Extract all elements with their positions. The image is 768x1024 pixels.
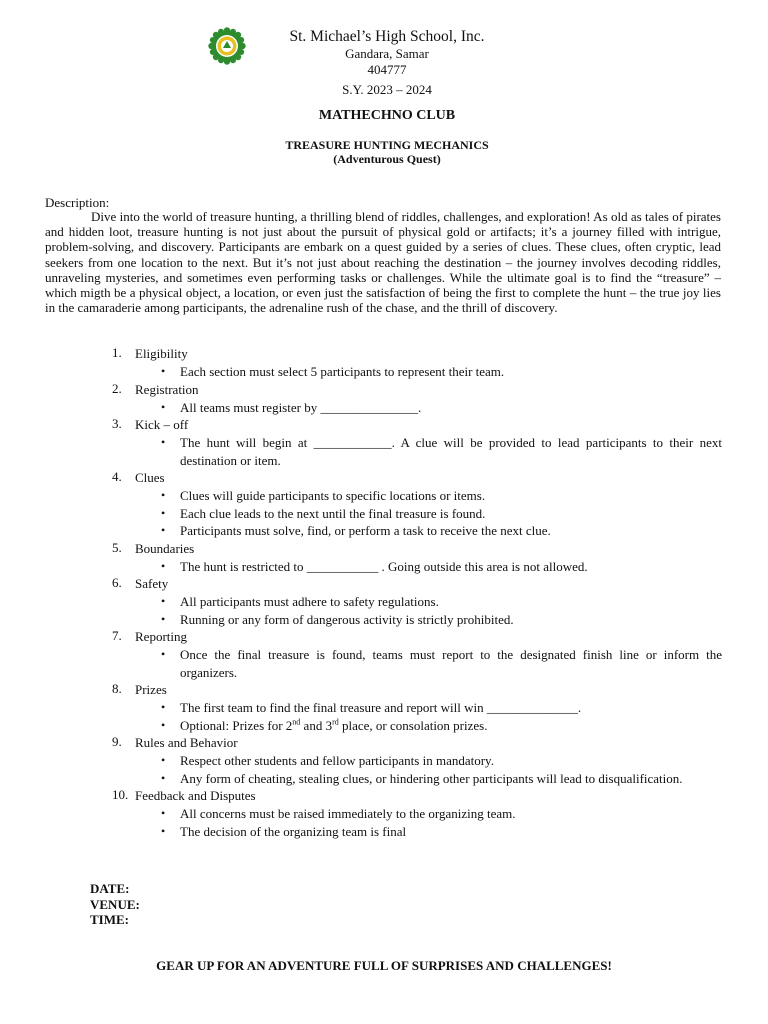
mechanic-number: 10.: [112, 787, 129, 802]
document-subtitle: (Adventurous Quest): [333, 152, 441, 166]
mechanic-bullet: • The decision of the organizing team is final: [180, 823, 722, 841]
mechanic-bullet: • All concerns must be raised immediately to the organizing team.: [180, 805, 722, 823]
mechanic-title: Eligibility: [135, 346, 188, 361]
ordinal-suffix: rd: [332, 717, 339, 727]
mechanic-title: Reporting: [135, 629, 187, 644]
ordinal-suffix: nd: [292, 717, 301, 727]
mechanic-bullet: • All participants must adhere to safety regulations.: [180, 593, 722, 611]
mechanic-bullet: • Respect other students and fellow participants in mandatory.: [180, 752, 722, 770]
mechanic-bullets: [0, 434, 768, 469]
mechanic-bullets: [0, 399, 768, 417]
mechanic-number: 3.: [112, 416, 122, 431]
mechanic-bullets: [0, 487, 768, 540]
description-label: Description:: [45, 195, 110, 210]
mechanic-bullet: • Once the final treasure is found, teams must report to the designated finish line or inform the organizers.: [180, 646, 722, 681]
mechanic-item: [0, 381, 768, 417]
mechanic-item: [0, 628, 768, 681]
mechanic-bullet: • The first team to find the final treasure and report will win ______________.: [180, 699, 722, 717]
description-text: Dive into the world of treasure hunting, a thrilling blend of riddles, challenges, and exploration! As old as tales of pirates and hidden loot, treasure hunting is not just about the pursuit of physical gold or artifacts; it’s a journey filled with intrigue, problem-solving, and discovery. Participants are embark on a quest guided by a series of clues. These clues, often cryptic, lead seekers from one location to the next. But it’s not just about reaching the destination – the journey involves decoding riddles, unraveling mysteries, and sometimes even performing tasks or challenges. While the ultimate goal is to find the “treasure” – which migth be a physical object, a location, or even just the satisfaction of being the first to complete the hunt – the true joy lies in the camaraderie among participants, the adrenaline rush of the chase, and the thrill of discovery.: [45, 209, 721, 316]
mechanic-item: [0, 734, 768, 787]
date-label: DATE:: [90, 881, 130, 896]
tagline: GEAR UP FOR AN ADVENTURE FULL OF SURPRISES AND CHALLENGES!: [156, 958, 612, 973]
mechanic-title: Rules and Behavior: [135, 735, 238, 750]
mechanic-title: Boundaries: [135, 540, 195, 556]
mechanic-bullets: [0, 558, 768, 576]
mechanic-bullets: [0, 752, 768, 787]
mechanic-title: Safety: [135, 576, 169, 591]
mechanic-bullet: • The hunt is restricted to ___________ . Going outside this area is not allowed.: [180, 558, 722, 576]
mechanic-bullets: [0, 646, 768, 681]
mechanic-number: 8.: [112, 681, 122, 696]
mechanic-number: 6.: [112, 575, 122, 590]
school-year: S.Y. 2023 – 2024: [342, 82, 432, 97]
mechanic-title: Clues: [135, 470, 165, 485]
venue-label: VENUE:: [90, 896, 140, 912]
mechanic-bullet: • Any form of cheating, stealing clues, or hindering other participants will lead to disqualification.: [180, 770, 722, 788]
school-name: St. Michael’s High School, Inc.: [289, 28, 485, 45]
mechanic-item: [0, 540, 768, 576]
mechanic-item: [0, 416, 768, 469]
mechanic-title: Registration: [135, 381, 199, 397]
mechanic-item: [0, 787, 768, 840]
mechanic-bullet: • Clues will guide participants to specific locations or items.: [180, 487, 722, 505]
mechanic-item: [0, 469, 768, 540]
mechanic-item: [0, 575, 768, 628]
mechanic-bullet: • The hunt will begin at ____________. A clue will be provided to lead participants to their next destination or item.: [180, 434, 722, 469]
mechanic-bullet: • All teams must register by _______________.: [180, 399, 722, 417]
mechanic-bullet: [180, 717, 722, 735]
mechanic-number: 1.: [112, 345, 122, 360]
mechanic-title: Prizes: [135, 682, 167, 697]
mechanic-item: [0, 345, 768, 381]
school-address: Gandara, Samar: [345, 46, 429, 61]
club-name: MATHECHNO CLUB: [318, 108, 456, 123]
mechanic-bullets: [0, 699, 768, 734]
mechanics-list: [0, 345, 768, 840]
mechanic-bullet: • Participants must solve, find, or perform a task to receive the next clue.: [180, 522, 722, 540]
prize-text: Optional: Prizes for 2: [180, 717, 293, 733]
event-details: [90, 881, 140, 928]
mechanic-number: 5.: [112, 539, 122, 555]
mechanic-title: Feedback and Disputes: [135, 788, 256, 803]
mechanic-number: 2.: [112, 380, 122, 396]
mechanic-bullet: • Running or any form of dangerous activity is strictly prohibited.: [180, 611, 722, 629]
mechanic-bullet: • Each section must select 5 participants to represent their team.: [180, 363, 722, 381]
mechanic-number: 4.: [112, 469, 122, 484]
prize-text: place, or consolation prizes.: [338, 717, 488, 733]
mechanic-bullets: [0, 805, 768, 840]
school-id: 404777: [367, 62, 407, 77]
mechanic-bullets: [0, 593, 768, 628]
prize-text: and 3: [300, 717, 333, 733]
document-title: TREASURE HUNTING MECHANICS: [285, 138, 489, 152]
mechanic-number: 7.: [112, 628, 122, 643]
mechanic-item: [0, 681, 768, 734]
mechanic-title: Kick – off: [135, 417, 189, 432]
mechanic-bullets: [0, 363, 768, 381]
mechanic-number: 9.: [112, 734, 122, 749]
mechanic-bullet: • Each clue leads to the next until the final treasure is found.: [180, 505, 722, 523]
time-label: TIME:: [90, 912, 129, 927]
